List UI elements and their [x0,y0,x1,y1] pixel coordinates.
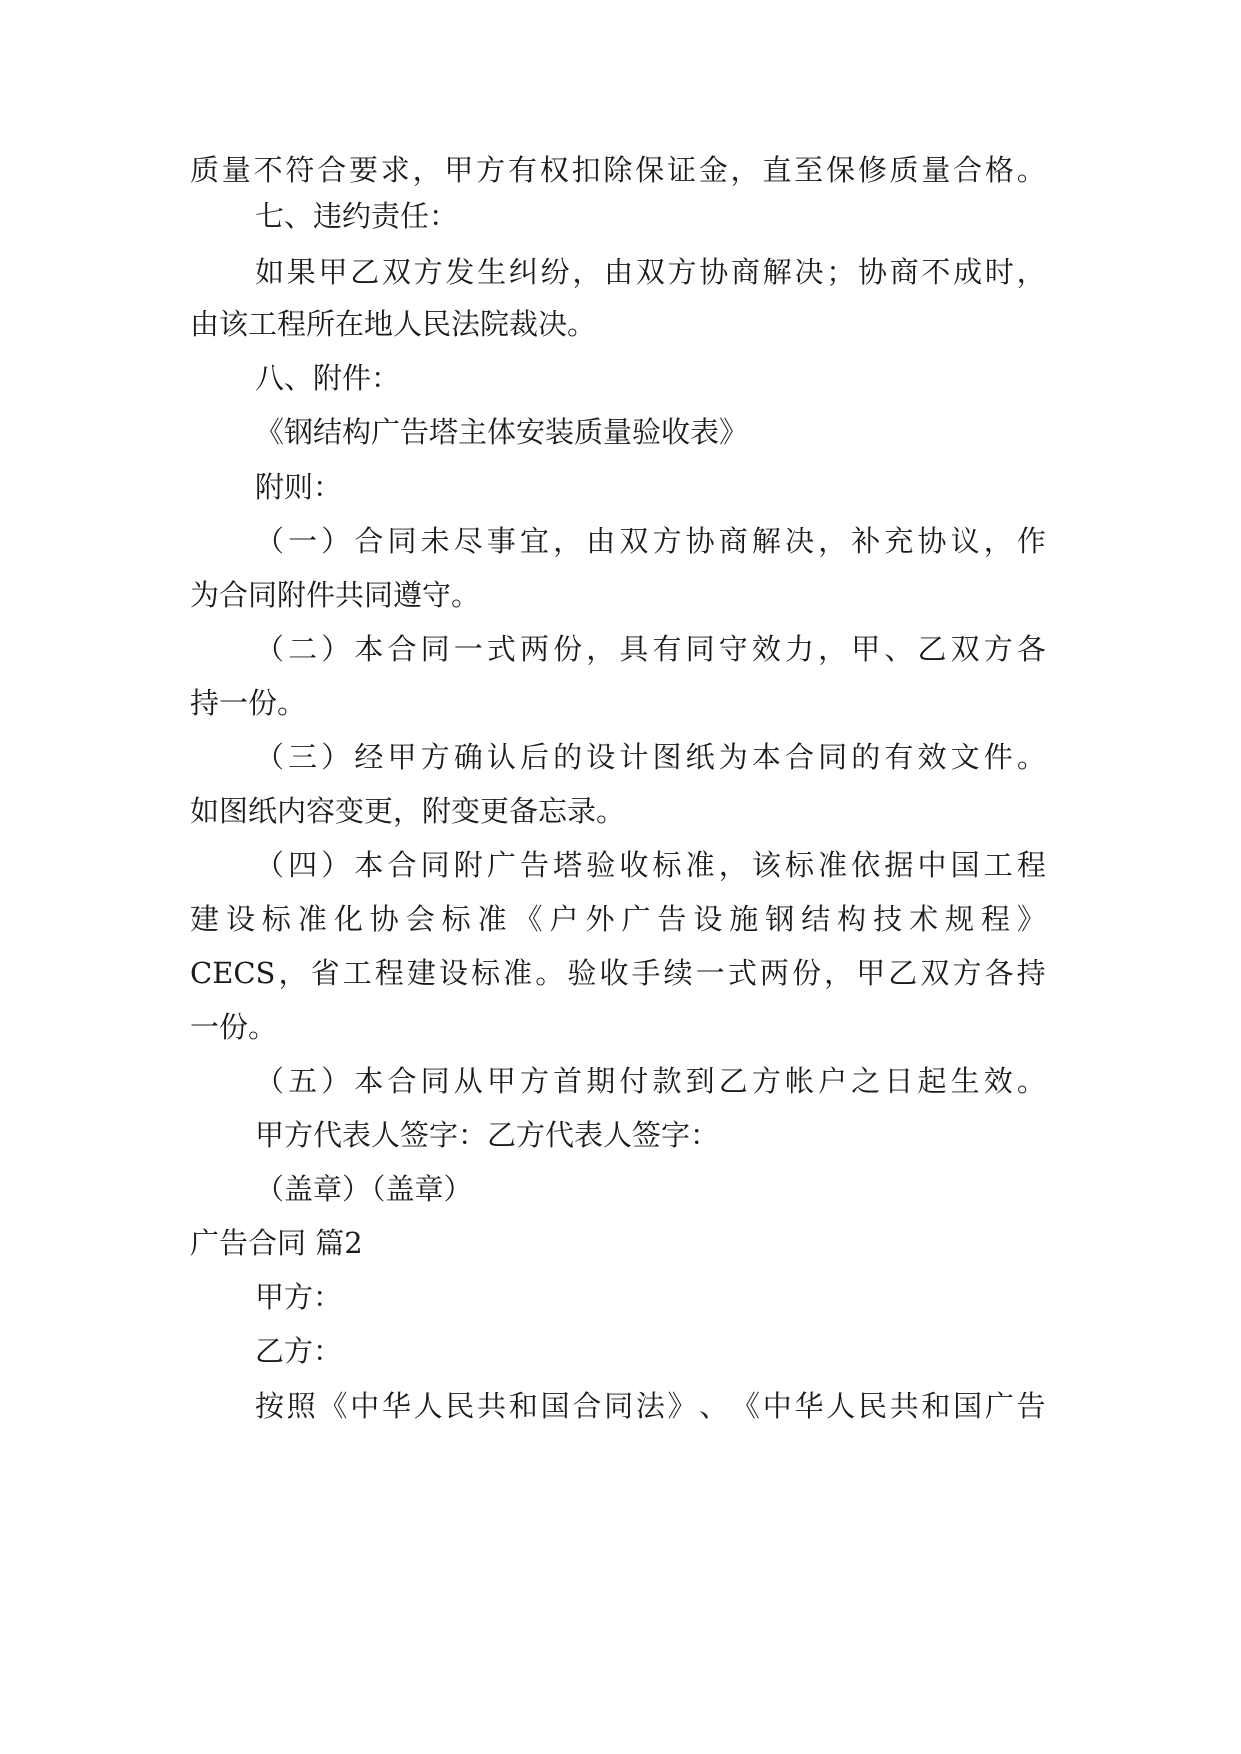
paragraph-line: 由该工程所在地人民法院裁决。 [190,307,597,341]
attachment-title: 《钢结构广告塔主体安装质量验收表》 [255,415,749,449]
paragraph-line: CECS ， 省 工 程 建 设 标 准 。 验 收 手 续 一 式 两 份 ， 甲 乙 双 方 各 持 [190,956,1046,990]
section-heading: 八、附件： [255,361,401,395]
paragraph-line: 持一份。 [190,686,307,720]
section-heading: 附则： [255,470,343,504]
paragraph-line: （ 一 ） 合 同 未 尽 事 宜 ， 由 双 方 协 商 解 决 ， 补 充 协 议 ， 作 [255,524,1046,558]
paragraph-line: 按 照 《 中 华 人 民 共 和 国 合 同 法 》 、 《 中 华 人 民 共 和 国 广 告 [255,1389,1046,1423]
paragraph-line: （ 五 ） 本 合 同 从 甲 方 首 期 付 款 到 乙 方 帐 户 之 日 起 生 效 。 [255,1064,1046,1098]
section-heading: 七、违约责任： [255,199,459,233]
contract-title: 广告合同 篇2 [190,1226,363,1260]
paragraph-line: （ 三 ） 经 甲 方 确 认 后 的 设 计 图 纸 为 本 合 同 的 有 效 文 件 。 [255,740,1046,774]
paragraph-line: 如 果 甲 乙 双 方 发 生 纠 纷 ， 由 双 方 协 商 解 决 ； 协 商 不 成 时 ， [255,255,1046,289]
paragraph-line: 为合同附件共同遵守。 [190,578,481,612]
paragraph-line: 一份。 [190,1010,278,1044]
signature-line: 甲方代表人签字：乙方代表人签字： [255,1118,720,1152]
party-a-line: 甲方： [255,1280,343,1314]
paragraph-line: （ 二 ） 本 合 同 一 式 两 份 ， 具 有 同 守 效 力 ， 甲 、 乙 双 方 各 [255,632,1046,666]
paragraph-line: 建 设 标 准 化 协 会 标 准 《 户 外 广 告 设 施 钢 结 构 技 术 规 程 》 [190,902,1046,936]
seal-line: （盖章）（盖章） [255,1172,473,1206]
paragraph-line: 如图纸内容变更，附变更备忘录。 [190,794,626,828]
paragraph-line: 质 量 不 符 合 要 求 ， 甲 方 有 权 扣 除 保 证 金 ， 直 至 保 修 质 量 合 格 。 [190,153,1046,187]
party-b-line: 乙方： [255,1334,343,1368]
paragraph-line: （ 四 ） 本 合 同 附 广 告 塔 验 收 标 准 ， 该 标 准 依 据 中 国 工 程 [255,848,1046,882]
